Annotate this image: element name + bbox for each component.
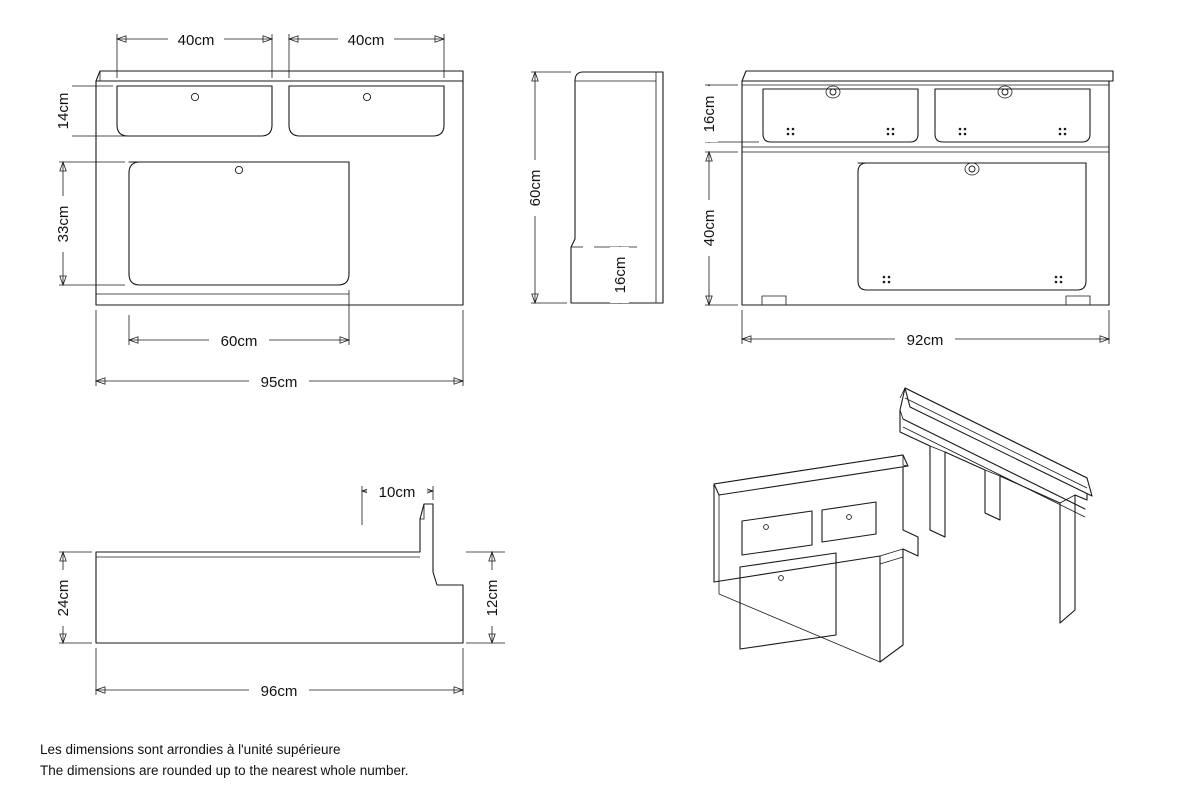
dim-rear-total-width: 92cm xyxy=(906,332,944,349)
rear-view xyxy=(699,71,1113,349)
dim-door-height: 33cm xyxy=(55,205,72,243)
front-view xyxy=(53,30,463,391)
dim-top-notch-width: 10cm xyxy=(378,484,416,501)
dim-drawer-left-width: 40cm xyxy=(177,32,215,49)
dim-top-length: 96cm xyxy=(260,683,298,700)
dim-top-depth: 24cm xyxy=(55,579,72,617)
note-english: The dimensions are rounded up to the nearest whole number. xyxy=(40,763,409,778)
dim-rear-upper-height: 16cm xyxy=(701,95,718,133)
note-french: Les dimensions sont arrondies à l'unité supérieure xyxy=(40,742,341,757)
dim-front-total-width: 95cm xyxy=(260,374,298,391)
iso-carcass xyxy=(900,388,1092,623)
dim-side-total-height: 60cm xyxy=(527,169,544,207)
iso-front-panel xyxy=(714,455,918,662)
dim-drawer-height: 14cm xyxy=(55,92,72,130)
side-view xyxy=(525,72,663,303)
dim-top-notch-depth: 12cm xyxy=(484,579,501,617)
dim-rear-lower-height: 40cm xyxy=(701,209,718,247)
top-view xyxy=(53,482,505,700)
dim-side-base-depth: 16cm xyxy=(612,256,629,294)
isometric-view xyxy=(714,388,1092,662)
dim-drawer-right-width: 40cm xyxy=(347,32,385,49)
dim-door-width: 60cm xyxy=(220,333,258,350)
